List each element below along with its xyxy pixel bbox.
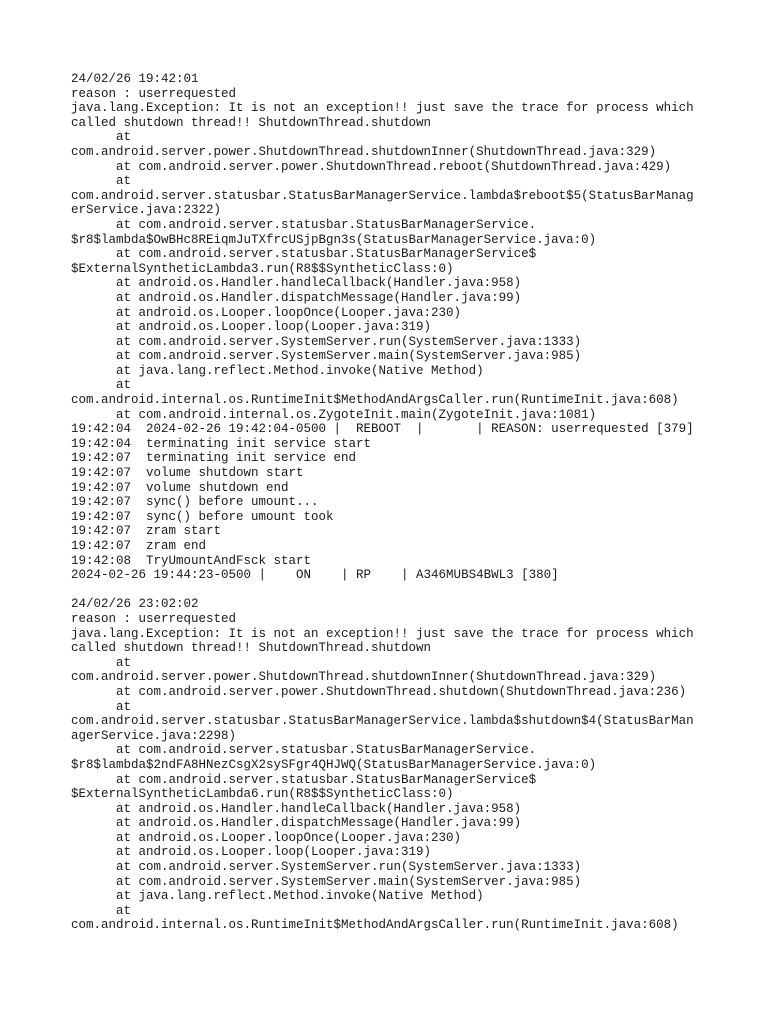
log-line: $ExternalSyntheticLambda3.run(R8$$SyntheticClass:0)	[71, 261, 454, 276]
log-line: called shutdown thread!! ShutdownThread.shutdown	[71, 115, 432, 130]
log-line: 19:42:07 volume shutdown start	[71, 466, 304, 481]
log-line: 19:42:07 sync() before umount took	[71, 509, 334, 524]
log-line: at	[71, 699, 132, 714]
log-line: at	[71, 655, 132, 670]
log-line: at android.os.Looper.loop(Looper.java:319)	[71, 845, 432, 860]
log-line: at com.android.server.statusbar.StatusBarManagerService$	[71, 772, 537, 787]
log-line: 19:42:07 terminating init service end	[71, 451, 357, 466]
log-line: at com.android.server.SystemServer.run(SystemServer.java:1333)	[71, 860, 582, 875]
log-line: at	[71, 903, 132, 918]
log-line: at android.os.Handler.dispatchMessage(Handler.java:99)	[71, 816, 522, 831]
log-line: erService.java:2322)	[71, 203, 222, 218]
log-line: at com.android.server.power.ShutdownThread.reboot(ShutdownThread.java:429)	[71, 159, 672, 174]
log-line: $r8$lambda$OwBHc8REiqmJuTXfrcUSjpBgn3s(StatusBarManagerService.java:0)	[71, 232, 597, 247]
log-line: 19:42:04 terminating init service start	[71, 436, 372, 451]
log-line: $r8$lambda$2ndFA8HNezCsgX2sySFgr4QHJWQ(StatusBarManagerService.java:0)	[71, 757, 597, 772]
log-line: at com.android.server.power.ShutdownThread.shutdown(ShutdownThread.java:236)	[71, 684, 687, 699]
log-line: reason : userrequested	[71, 86, 237, 101]
log-line: at android.os.Handler.dispatchMessage(Handler.java:99)	[71, 290, 522, 305]
log-line: at android.os.Handler.handleCallback(Handler.java:958)	[71, 276, 522, 291]
log-line: com.android.server.statusbar.StatusBarManagerService.lambda$shutdown$4(StatusBarMan	[71, 714, 694, 729]
log-line: at com.android.server.SystemServer.main(SystemServer.java:985)	[71, 874, 582, 889]
log-line: agerService.java:2298)	[71, 728, 237, 743]
log-line: com.android.server.power.ShutdownThread.shutdownInner(ShutdownThread.java:329)	[71, 144, 657, 159]
log-line: at android.os.Looper.loopOnce(Looper.java:230)	[71, 830, 462, 845]
log-document	[71, 72, 711, 933]
log-line: at	[71, 130, 132, 145]
log-line: 2024-02-26 19:44:23-0500 | ON | RP | A346MUBS4BWL3 [380]	[71, 568, 559, 583]
log-line: at android.os.Handler.handleCallback(Handler.java:958)	[71, 801, 522, 816]
log-line: 19:42:08 TryUmountAndFsck start	[71, 553, 312, 568]
log-line: at android.os.Looper.loop(Looper.java:319)	[71, 320, 432, 335]
log-line: at java.lang.reflect.Method.invoke(Native Method)	[71, 889, 484, 904]
log-line: reason : userrequested	[71, 611, 237, 626]
log-line: 19:42:07 volume shutdown end	[71, 480, 289, 495]
log-line: at	[71, 174, 132, 189]
log-line: at java.lang.reflect.Method.invoke(Native Method)	[71, 363, 484, 378]
log-line: at com.android.server.SystemServer.main(SystemServer.java:985)	[71, 349, 582, 364]
log-line: 24/02/26 19:42:01	[71, 72, 199, 86]
log-line: at com.android.server.SystemServer.run(SystemServer.java:1333)	[71, 334, 582, 349]
log-line: 24/02/26 23:02:02	[71, 597, 199, 612]
log-line: at	[71, 378, 132, 393]
log-line: com.android.internal.os.RuntimeInit$MethodAndArgsCaller.run(RuntimeInit.java:608)	[71, 393, 679, 408]
blank-line	[71, 583, 711, 598]
log-line: at com.android.internal.os.ZygoteInit.main(ZygoteInit.java:1081)	[71, 407, 597, 422]
log-line: 19:42:07 zram start	[71, 524, 222, 539]
log-line: at com.android.server.statusbar.StatusBarManagerService$	[71, 247, 537, 262]
log-line: at android.os.Looper.loopOnce(Looper.java:230)	[71, 305, 462, 320]
log-line: $ExternalSyntheticLambda6.run(R8$$SyntheticClass:0)	[71, 787, 454, 802]
log-line: java.lang.Exception: It is not an exception!! just save the trace for process which	[71, 101, 694, 116]
log-line: called shutdown thread!! ShutdownThread.shutdown	[71, 641, 432, 656]
log-line: 19:42:04 2024-02-26 19:42:04-0500 | REBOOT | | REASON: userrequested [379]	[71, 422, 694, 437]
log-line: com.android.internal.os.RuntimeInit$MethodAndArgsCaller.run(RuntimeInit.java:608)	[71, 918, 679, 933]
log-line: at com.android.server.statusbar.StatusBarManagerService.	[71, 743, 537, 758]
log-line: com.android.server.statusbar.StatusBarManagerService.lambda$reboot$5(StatusBarManag	[71, 188, 694, 203]
log-line: 19:42:07 zram end	[71, 539, 207, 553]
log-line: com.android.server.power.ShutdownThread.shutdownInner(ShutdownThread.java:329)	[71, 670, 657, 685]
log-line: java.lang.Exception: It is not an exception!! just save the trace for process which	[71, 626, 694, 641]
log-line: 19:42:07 sync() before umount...	[71, 495, 319, 510]
log-line: at com.android.server.statusbar.StatusBarManagerService.	[71, 217, 537, 232]
